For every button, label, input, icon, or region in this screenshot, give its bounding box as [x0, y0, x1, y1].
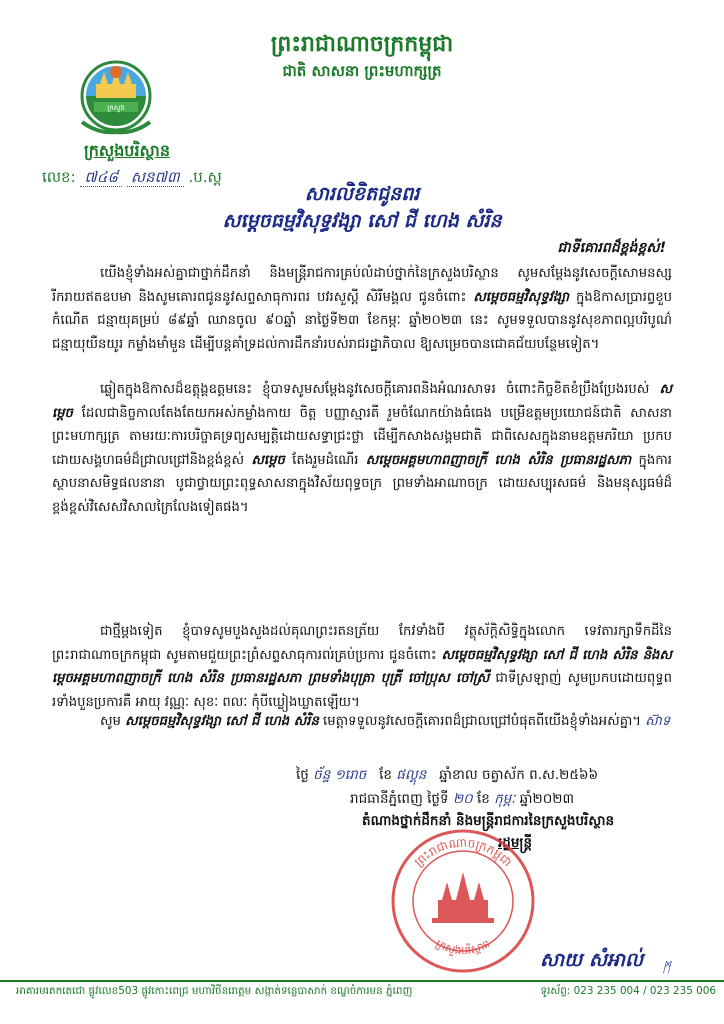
ref-prefix: លេខ: — [42, 168, 76, 186]
stamp-bottom-text: ក្រសួងបរិស្ថាន — [433, 936, 493, 958]
paragraph-1: យើងខ្ញុំទាំងអស់គ្នាជាថ្នាក់ដឹកនាំ និងមន្ត្រីរាជការគ្រប់លំដាប់ថ្នាក់នៃក្រសួងបរិស្ថាន សូមសម្តែងនូវសេចក្តីសោមនស្សរីករាយឥតឧបមា និងសូមគោរពជូននូវសព្ទសាធុការពរ បវរសួស្តី សិរីមង្គល ជូនចំពោះ សម្តេចធម្មវិសុទ្ធវង្សា ក្នុងឱកាសប្រារព្ធខួបកំណើត ជន្មាយុគម្រប់ ៨៩ឆ្នាំ ឈានចូល ៩០ឆ្នាំ នាថ្ងៃទី២៣ ខែកម្ភៈ ឆ្នាំ២០២៣ នេះ សូមទទួលបាននូវសុខភាពល្អបរិបូណ៌ ជន្មាយុយឺនយូរ កម្លាំងមាំមួន ដើម្បីបន្តគាំទ្រដល់ការដឹកនាំរបស់រាជរដ្ឋាភិបាល ឱ្យសម្រេចបានជោគជ័យបន្ថែមទៀត។ — [52, 266, 673, 352]
signatory-name: សាយ សំអាល់ — [540, 949, 644, 971]
footer-phone: ទូរស័ព្ទ: 023 235 004 / 023 235 006 — [540, 985, 716, 997]
ref-number: ៧៤៨ — [80, 168, 122, 187]
initials-mark: ᛗ — [662, 960, 671, 976]
ministry-name: ក្រសួងបរិស្ថាន — [83, 141, 170, 160]
paragraph-4: សូម សម្តេចធម្មវិសុទ្ធវង្សា សៅ ជី ហេង សំរិន មេត្តាទទួលនូវសេចក្តីគោរពដ៏ជ្រាលជ្រៅបំផុតពីយើងខ្ញុំទាំងអស់គ្នា។ ស៊ាទ — [100, 714, 671, 729]
footer — [16, 985, 716, 1000]
footer-address: អាគារមរតកតេជោ ផ្លូវលេខ503 ផ្លូវកោះពេជ្រ មហាវិថីនរោត្តម សង្កាត់ទន្លេបាសាក់ ខណ្ឌចំការមន ភ្នំពេញ — [16, 985, 413, 997]
signatory-title: រដ្ឋមន្ត្រី — [498, 835, 533, 851]
official-stamp — [384, 826, 542, 976]
paragraph-3: ជាថ្មីម្តងទៀត ខ្ញុំបាទសូមបួងសួងដល់គុណព្រះរតនត្រ័យ កែវទាំងបី វត្ថុស័ក្តិសិទ្ធិក្នុងលោក ទេវតារក្សាទឹកដីនៃព្រះរាជាណាចក្រកម្ពុជា សូមតាមជួយព្រះព្រំសព្ទសាធុការពរ់គ្រប់ប្រការ ជូនចំពោះ សម្តេចធម្មវិសុទ្ធវង្សា សៅ ជី ហេង សំរិន និងសម្តេចអគ្គមហាពញាចក្រី ហេង សំរិន ប្រធានរដ្ឋសភា ព្រមទាំងបុត្រា បុត្រី ចៅប្រុស ចៅស្រី ជាទីស្រឡាញ់ សូមប្រកបដោយពុទ្ធពរទាំងបួនប្រការគឺ អាយុ វណ្ណៈ សុខៈ ពលៈ កុំបីឃ្លៀងឃ្លាតឡើយ។ — [52, 624, 672, 710]
stamp-top-text: ព្រះរាជាណាចក្រកម្ពុជា — [411, 835, 515, 870]
ref-suffix: .ប.ស្ត — [188, 168, 222, 186]
letter-title: សារលិខិតជូនពរ — [304, 183, 420, 205]
handwritten-mark: ស៊ាទ — [645, 714, 671, 729]
solar-date: រាជធានីភ្នំពេញ ថ្ងៃទី ២០ ខែ កុម្ភៈ ឆ្នាំ២០២៣ — [350, 791, 575, 807]
recipient-name: សម្តេចធម្មវិសុទ្ធវង្សា — [473, 289, 570, 305]
letter-recipient: សម្តេចធម្មវិសុទ្ធវង្សា សៅ ជី ហេង សំរិន — [222, 210, 502, 232]
kingdom-heading: ព្រះរាជាណាចក្រកម្ពុជា — [270, 31, 454, 57]
logo-caption: ក្រសួង — [107, 104, 125, 112]
footer-divider — [0, 980, 724, 982]
ministry-logo — [78, 58, 154, 138]
salutation: ជាទីគោរពដ៏ខ្ពង់ខ្ពស់! — [557, 240, 666, 256]
national-motto: ជាតិ សាសនា ព្រះមហាក្សត្រ — [282, 62, 442, 80]
lunar-date: ថ្ងៃ ច័ន្ទ ១រោច ខែ ផល្គុន ឆ្នាំខាល ចត្វាស័ក ព.ស.២៥៦៦ — [296, 767, 599, 783]
ref-handwritten: សន៧៣ — [127, 168, 184, 187]
paragraph-2: ឆ្លៀតក្នុងឱកាសដ៏ឧត្តុង្គឧត្តមនេះ ខ្ញុំបាទសូមសម្តែងនូវសេចក្តីគោរពនិងអំណរសាទរ ចំពោះកិច្ចខិតខំប្រឹងប្រែងរបស់ សម្តេច ដែលជានិច្ចកាលតែងតែយកអស់កម្លាំងកាយ ចិត្ត បញ្ញាស្មារតី រួមចំណែកយ៉ាងធំធេង បម្រើឧត្តមប្រយោជន៍ជាតិ សាសនា ព្រះមហាក្សត្រ តាមរយៈការបរិច្ចាគទ្រព្យសម្បត្តិដោយសទ្ធាជ្រះថ្លា ដើម្បីកសាងសង្គមជាតិ ជាពិសេសក្នុងនាមឧត្តមភរិយា ប្រកបដោយសង្គហធម៌ដ៏ជ្រាលជ្រៅនិងខ្ពង់ខ្ពស់ សម្តេច តែងរួមដំណើរ សម្តេចអគ្គមហាពញាចក្រី ហេង សំរិន ប្រធានរដ្ឋសភា ក្នុងការស្ថាបនាសមិទ្ធផលនានា បូជាថ្វាយព្រះពុទ្ធសាសនាក្នុងវិស័យពុទ្ធចក្រ ព្រមទាំងអាណាចក្រ ដោយសប្បុរសធម៌ និងមនុស្សធម៌ដ៏ខ្ពង់ខ្ពស់វិសេសវិសាលក្រៃលែងទៀតផង។ — [52, 382, 672, 515]
signatory-role: តំណាងថ្នាក់ដឹកនាំ និងមន្ត្រីរាជការនៃក្រសួងបរិស្ថាន — [362, 813, 615, 829]
